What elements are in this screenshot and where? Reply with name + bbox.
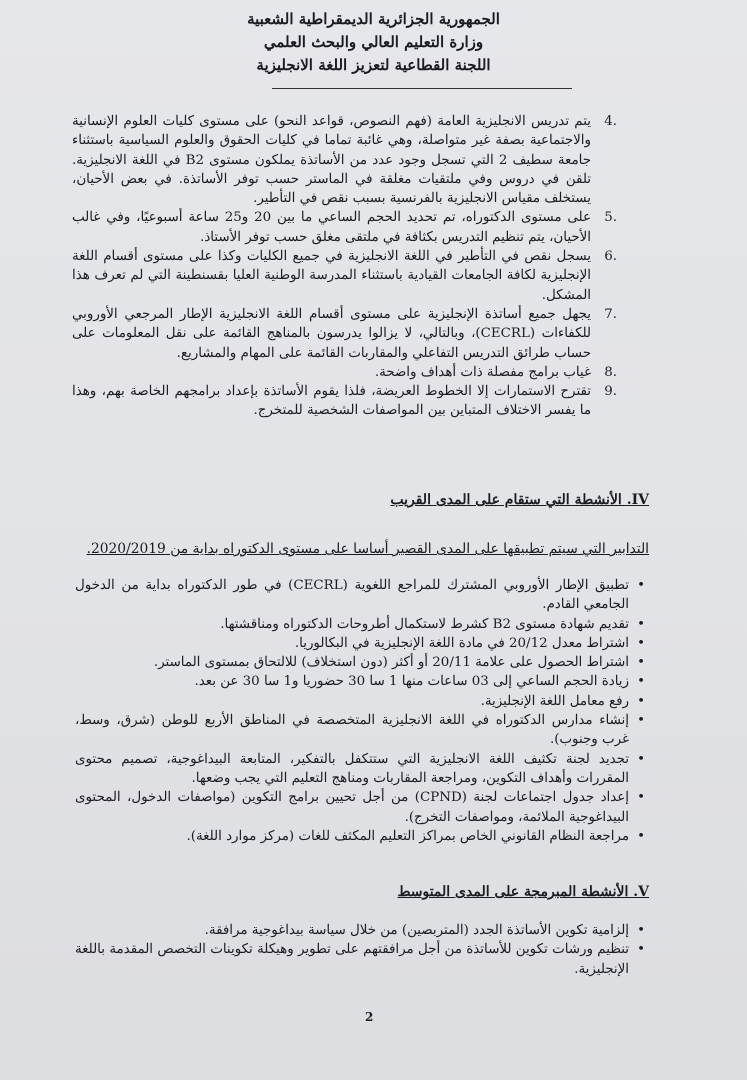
item-text: يجهل جميع أساتذة الإنجليزية على مستوى أقسام اللغة الانجليزية الإطار المرجعي الأوروبي للكفاءات (CECRL)، وبالتالي، لا يزالوا يدرسون بالمناهج القائمة على نقل المعلومات على حساب طرائق التدريس التفاعلي والمقاربات القائمة على المهام والمشاريع. [72,306,591,361]
bullet-marker: • [637,923,645,938]
letterhead [0,8,747,77]
bullet-marker: • [637,713,645,729]
header-committee: اللجنة القطاعية لتعزيز اللغة الانجليزية [256,56,491,74]
numbered-list [72,112,619,421]
header-republic: الجمهورية الجزائرية الديمقراطية الشعبية [247,10,500,28]
item-text: تنظيم ورشات تكوين للأساتذة من أجل مرافقتهم على تطوير وهيكلة تكوينات التخصص المقدمة باللغة الإنجليزية. [75,942,629,977]
item-text: على مستوى الدكتوراه، تم تحديد الحجم الساعي ما بين 20 و25 ساعة أسبوعيًا، وفي غالب الأحيان، يتم تنظيم التدريس بكثافة في ملتقى مغلق حسب توفر الأستاذ. [72,210,591,245]
item-text: مراجعة النظام القانوني الخاص بمراكز التعليم المكثف للغات (مركز موارد اللغة). [186,828,629,844]
bullet-marker: • [637,674,645,690]
list-item [75,692,645,711]
item-text: تطبيق الإطار الأوروبي المشترك للمراجع اللغوية (CECRL) في طور الدكتوراه بداية من الدخول الجامعي القادم. [75,578,629,613]
item-number: 7. [604,306,617,322]
list-item [75,653,645,672]
list-item [75,711,645,750]
item-text: اشتراط معدل 20/12 في مادة اللغة الإنجليزية في البكالوريا. [294,635,629,651]
list-item [75,921,645,940]
section-5-heading: V. الأنشطة المبرمجة على المدى المتوسط [397,884,649,900]
list-item [75,576,645,615]
list-item [72,382,619,421]
section-4-bullets [75,576,645,846]
list-item [75,634,645,653]
list-item [72,208,619,247]
item-number: 6. [604,249,617,265]
item-text: تجديد لجنة تكثيف اللغة الانجليزية التي ستتكفل بالتفكير، المتابعة البيداغوجية، تصميم محتوى المقررات وأهداف التكوين، ومراجعة المقاربات ومناهج التعليم التي يجب وضعها. [75,751,629,786]
item-text: يتم تدريس الانجليزية العامة (فهم النصوص، قواعد النحو) على مستوى كليات العلوم الإنسانية والاجتماعية بصفة غير متواصلة، وهي غائبة تماما في كليات الحقوق والعلوم السياسية باستثناء جامعة سطيف 2 التي تسجل وجود عدد من الأساتذة يملكون مستوى B2 في اللغة الانجليزية. تلقن في دروس وفي ملتقيات مغلقة في الماستر حسب توفر الأساتذة. في بعض الأحيان، يستخلف مقياس الانجليزية بالفرنسية بسبب نقص في التأطير. [72,114,591,207]
bullet-marker: • [637,635,645,651]
item-text: اشتراط الحصول على علامة 20/11 أو أكثر (دون استخلاف) للالتحاق بمستوى الماستر. [153,655,629,671]
section-4-heading: IV. الأنشطة التي ستقام على المدى القريب [390,492,649,508]
item-text: رفع معامل اللغة الإنجليزية. [480,693,629,709]
list-item [72,112,619,208]
list-item [72,247,619,305]
bullet-marker: • [637,828,645,844]
list-item [75,615,645,634]
item-number: 4. [604,114,617,129]
item-text: إعداد جدول اجتماعات لجنة (CPND) من أجل تحيين برامج التكوين (مواصفات الدخول، المحتوى البيداغوجية الملائمة، ومواصفات التخرج). [75,790,630,825]
item-number: 8. [604,364,617,380]
item-text: تقديم شهادة مستوى B2 كشرط لاستكمال أطروحات الدكتوراه ومناقشتها. [220,616,629,632]
item-text: يسجل نقص في التأطير في اللغة الانجليزية في جميع الكليات وكذا على مستوى أقسام اللغة الإنجليزية لكافة الجامعات القيادية باستثناء المدرسة الوطنية العليا بقسنطينة التي لم تعرف هذا المشكل. [72,249,591,303]
item-text: إنشاء مدارس الدكتوراه في اللغة الانجليزية المتخصصة في المناطق الأربع للوطن (شرق، وسط، غرب وجنوب). [75,713,629,748]
bullet-marker: • [637,578,645,593]
list-item [72,363,619,382]
item-text: تقترح الاستمارات إلا الخطوط العريضة، فلذا يقوم الأساتذة بإعداد برامجهم الخاصة بهم، وهذا ما يفسر الاختلاف المتباين بين المواصفات الشخصية للمتخرج. [72,384,591,419]
header-rule [272,88,572,89]
section-5-bullets [75,921,645,979]
list-item [75,788,645,827]
list-item [75,940,645,979]
list-item [72,305,619,363]
list-item [75,827,645,846]
bullet-marker: • [637,616,645,632]
section-4-subheading: التدابير التي سيتم تطبيقها على المدى القصير أساسا على مستوى الدكتوراه بداية من 2020/2019. [86,541,649,557]
header-ministry: وزارة التعليم العالي والبحث العلمي [263,33,484,51]
item-text: زيادة الحجم الساعي إلى 03 ساعات منها 1 سا 30 حضوريا و1 سا 30 عن بعد. [194,674,629,690]
item-text: إلزامية تكوين الأساتذة الجدد (المتربصين) من خلال سياسة بيداغوجية مرافقة. [204,923,629,938]
bullet-marker: • [637,693,645,709]
item-number: 9. [604,384,617,400]
bullet-marker: • [637,790,645,806]
list-item [75,750,645,789]
item-text: غياب برامج مفصلة ذات أهداف واضحة. [374,364,591,380]
bullet-marker: • [637,655,645,671]
page-number: 2 [365,1010,374,1024]
bullet-marker: • [637,942,645,958]
item-number: 5. [604,210,617,226]
list-item [75,672,645,691]
bullet-marker: • [637,751,645,767]
